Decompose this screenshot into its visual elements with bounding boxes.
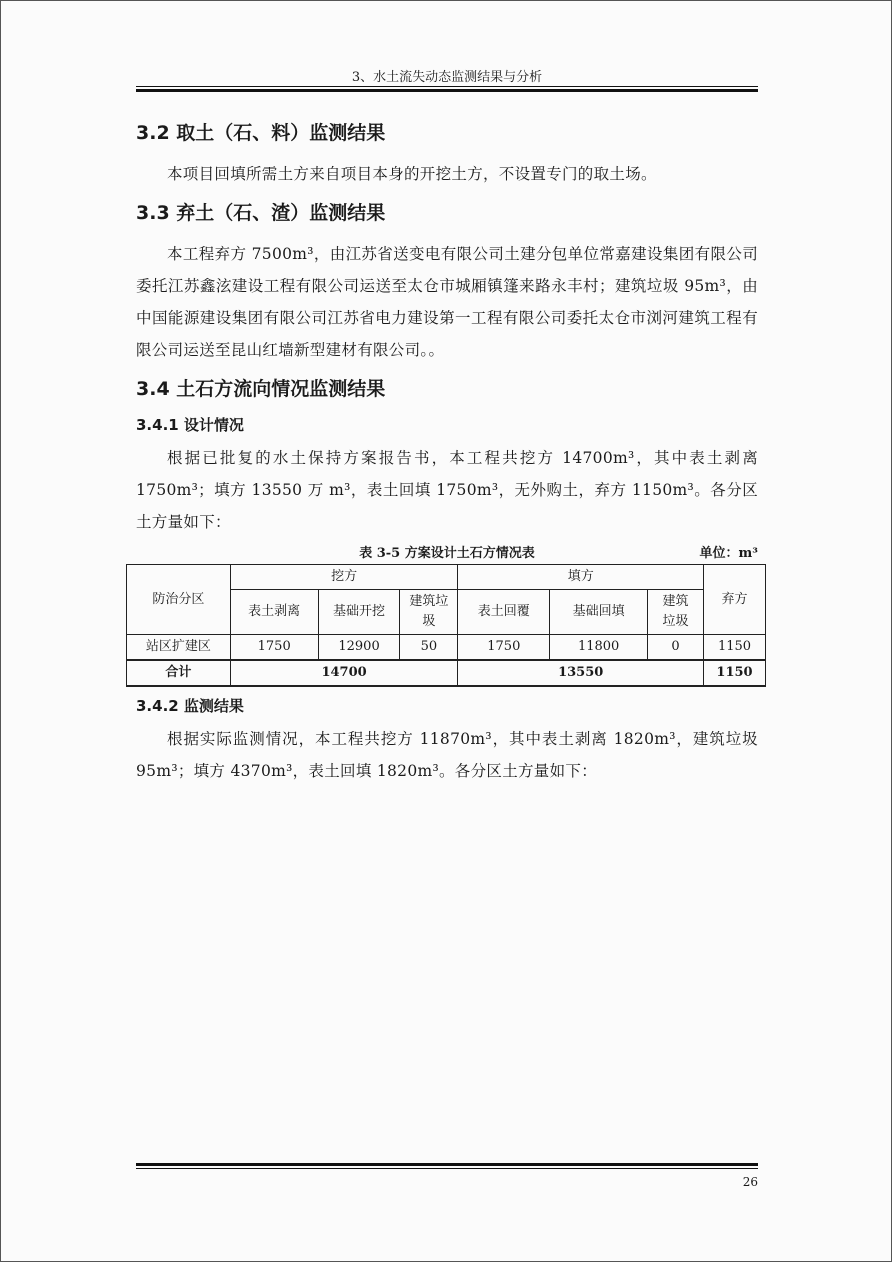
header-topsoil-strip: 表土剥离 xyxy=(230,590,318,635)
header-rule-thin xyxy=(136,86,758,87)
table-row xyxy=(127,635,766,661)
footer-rule-thin xyxy=(136,1168,758,1169)
header-foundation-backfill: 基础回填 xyxy=(550,590,648,635)
header-rule-thick xyxy=(136,89,758,92)
cell-construction-waste-ex: 50 xyxy=(400,635,458,661)
total-label: 合计 xyxy=(127,660,231,686)
header-zone: 防治分区 xyxy=(127,565,231,635)
earthwork-table xyxy=(126,564,766,687)
section-3-4-1-body: 根据已批复的水土保持方案报告书，本工程共挖方 14700m³，其中表土剥离 1750m³；填方 13550 万 m³，表土回填 1750m³，无外购土，弃方 1150m³。各分区土方量如下： xyxy=(136,449,758,531)
section-3-4-heading: 3.4 土石方流向情况监测结果 xyxy=(136,378,386,400)
header-construction-waste-ex: 建筑垃圾 xyxy=(400,590,458,635)
section-3-2-heading: 3.2 取土（石、料）监测结果 xyxy=(136,122,386,144)
table-unit: 单位：m³ xyxy=(699,546,758,561)
header-construction-waste-fill: 建筑垃圾 xyxy=(648,590,704,635)
section-3-3-body: 本工程弃方 7500m³，由江苏省送变电有限公司土建分包单位常嘉建设集团有限公司委托江苏鑫泫建设工程有限公司运送至太仓市城厢镇篷来路永丰村；建筑垃圾 95m³，由中国能源建设集团有限公司江苏省电力建设第一工程有限公司委托太仓市浏河建筑工程有限公司运送至昆山红墙新型建材有限公司。。 xyxy=(136,245,758,359)
section-3-4-1-heading: 3.4.1 设计情况 xyxy=(136,416,244,434)
cell-spoil: 1150 xyxy=(704,635,766,661)
header-excavation: 挖方 xyxy=(230,565,458,590)
header-foundation-excavation: 基础开挖 xyxy=(318,590,400,635)
cell-zone: 站区扩建区 xyxy=(127,635,231,661)
cell-foundation-excavation: 12900 xyxy=(318,635,400,661)
table-caption-row xyxy=(136,542,758,564)
table-header-row-1 xyxy=(127,565,766,590)
document-body xyxy=(136,112,758,787)
table-total-row xyxy=(127,660,766,686)
section-3-3-heading: 3.3 弃土（石、渣）监测结果 xyxy=(136,202,386,224)
cell-construction-waste-fill: 0 xyxy=(648,635,704,661)
page-number: 26 xyxy=(742,1175,758,1189)
running-header: 3、水土流失动态监测结果与分析 xyxy=(351,70,543,85)
header-fill: 填方 xyxy=(458,565,704,590)
total-fill: 13550 xyxy=(458,660,704,686)
section-3-2-body: 本项目回填所需土方来自项目本身的开挖土方，不设置专门的取土场。 xyxy=(167,165,657,183)
total-excavation: 14700 xyxy=(230,660,458,686)
cell-topsoil-strip: 1750 xyxy=(230,635,318,661)
header-spoil: 弃方 xyxy=(704,565,766,635)
section-3-4-2-heading: 3.4.2 监测结果 xyxy=(136,697,244,715)
footer-rule-thick xyxy=(136,1163,758,1166)
section-3-4-2-body: 根据实际监测情况，本工程共挖方 11870m³，其中表土剥离 1820m³，建筑垃圾 95m³；填方 4370m³，表土回填 1820m³。各分区土方量如下： xyxy=(136,730,758,780)
table-caption: 表 3-5 方案设计土石方情况表 xyxy=(359,546,535,561)
cell-topsoil-cover: 1750 xyxy=(458,635,550,661)
header-topsoil-cover: 表土回覆 xyxy=(458,590,550,635)
cell-foundation-backfill: 11800 xyxy=(550,635,648,661)
total-spoil: 1150 xyxy=(704,660,766,686)
